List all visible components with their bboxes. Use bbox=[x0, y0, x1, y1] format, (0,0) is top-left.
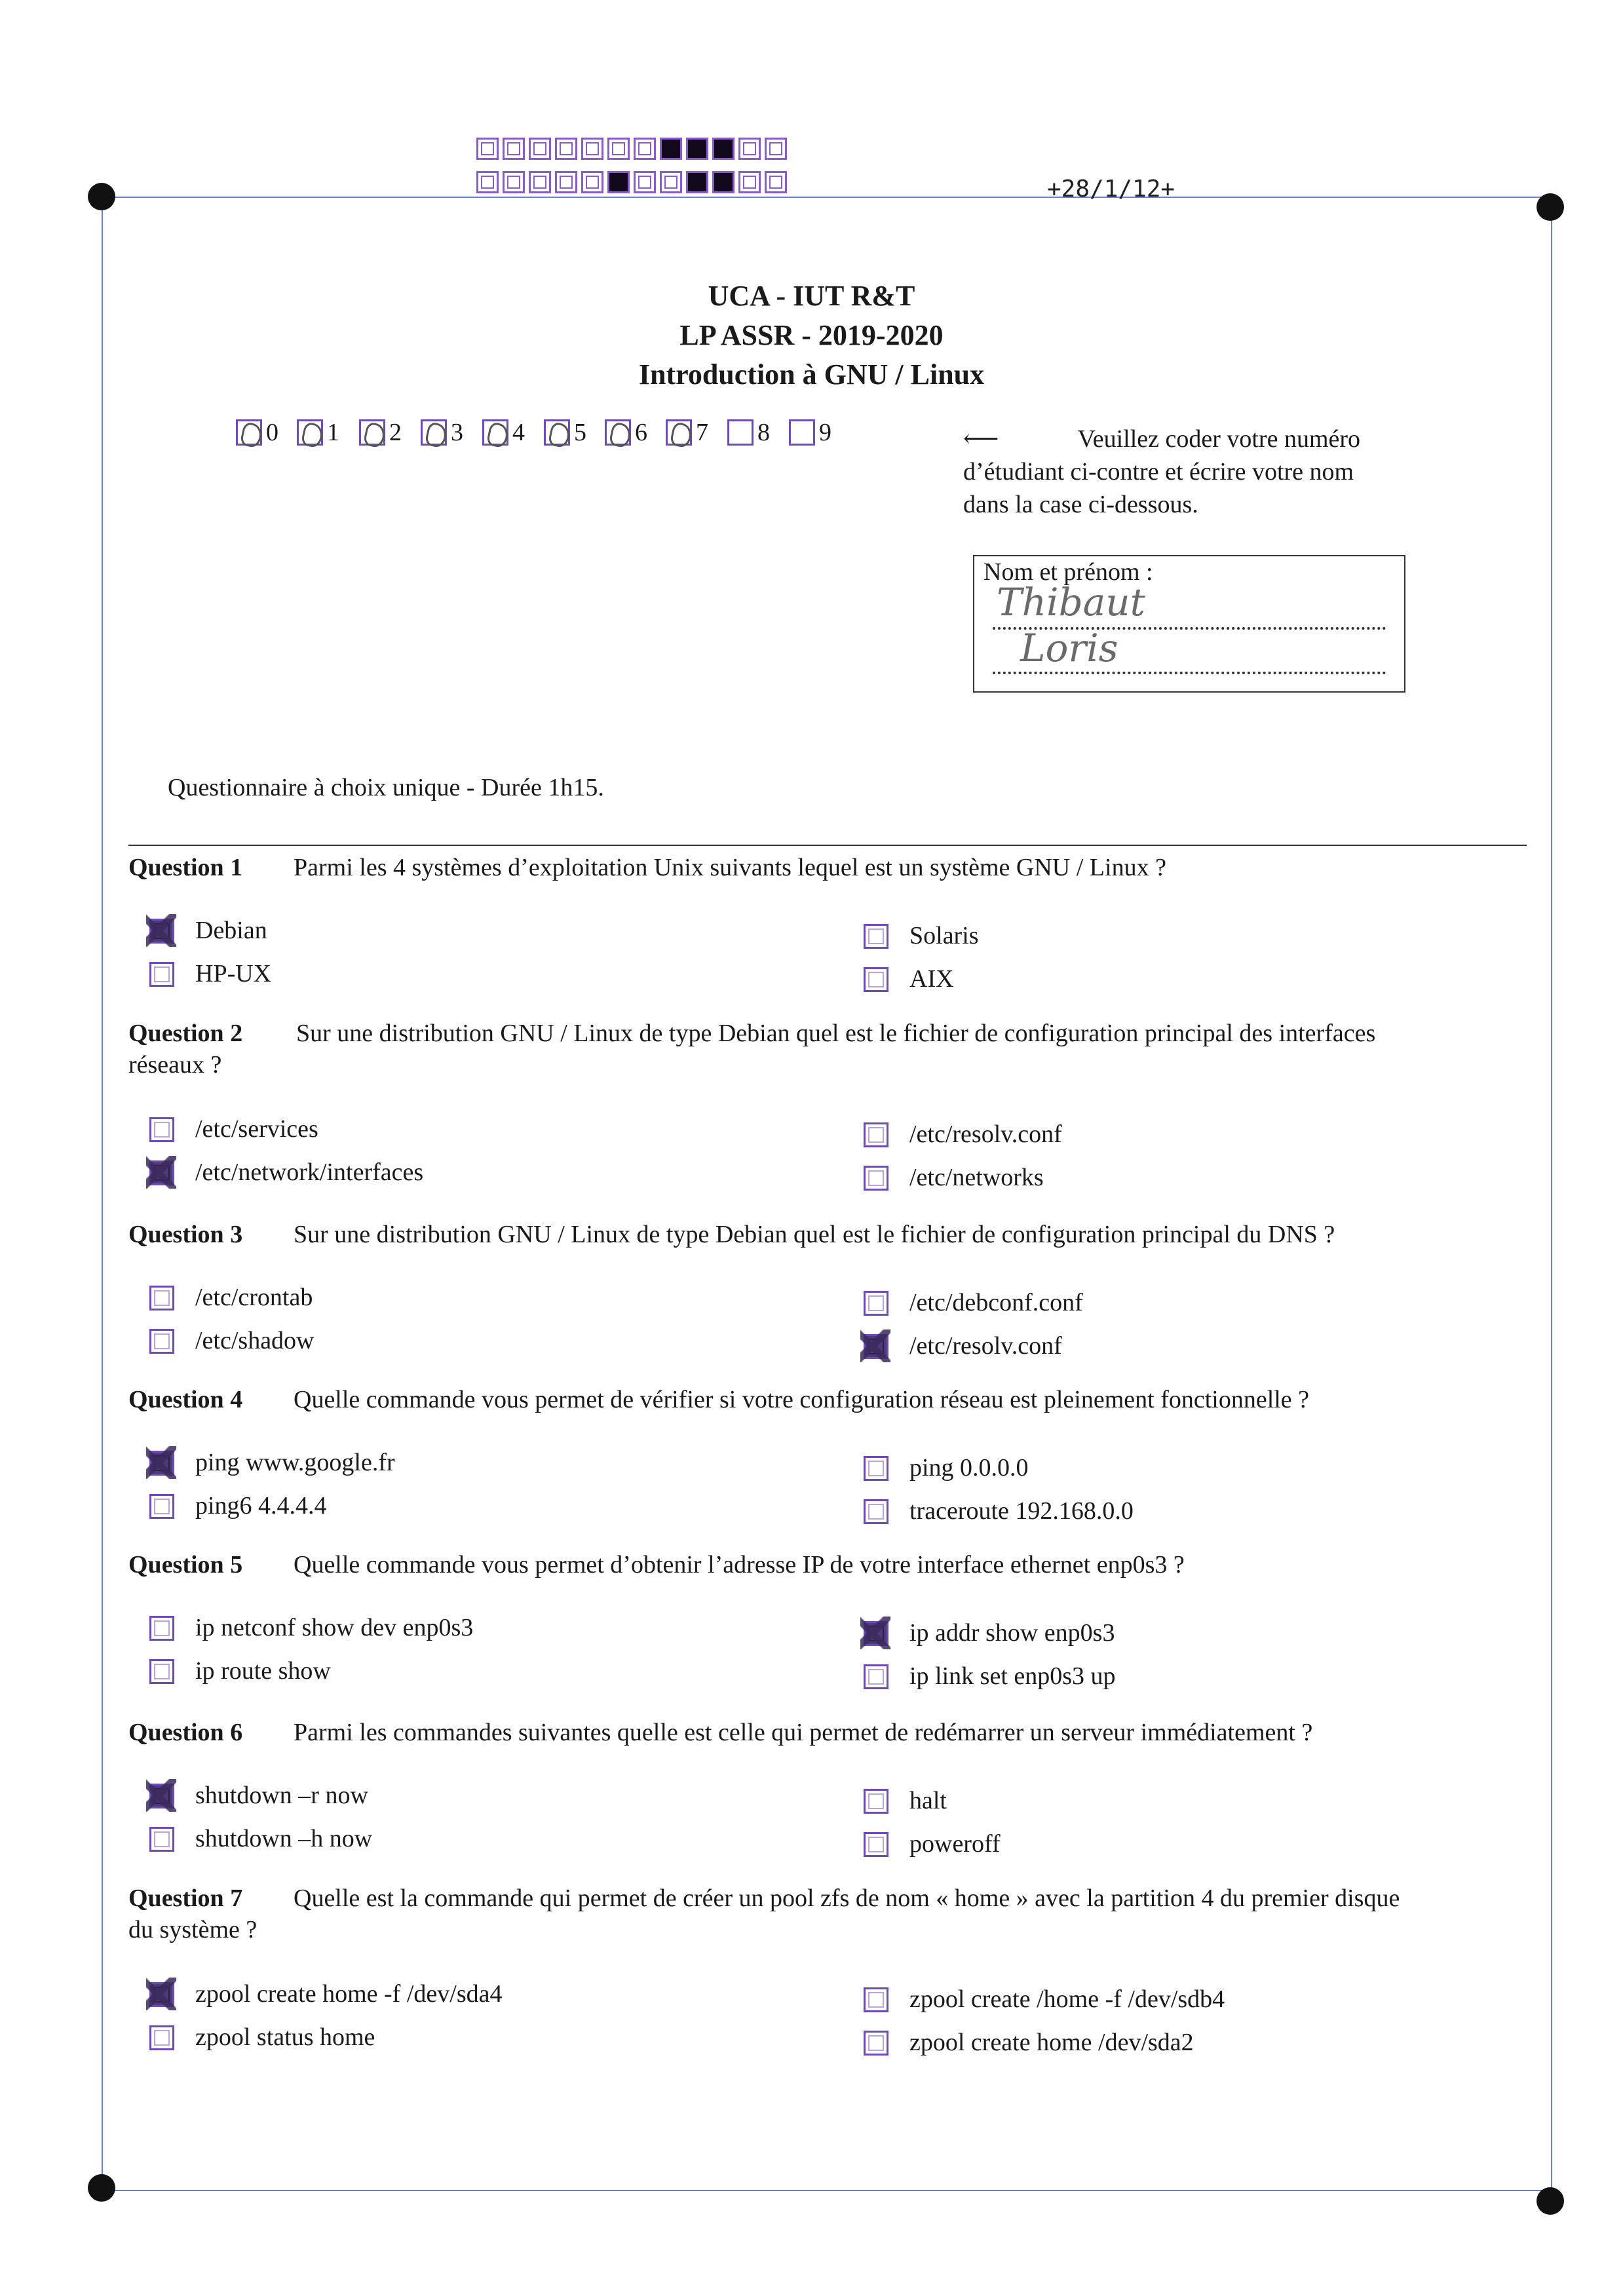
code-strip-box bbox=[765, 138, 787, 160]
answer-option-label: /etc/resolv.conf bbox=[909, 1120, 1062, 1148]
registration-mark-top-left bbox=[88, 183, 115, 210]
answer-checkbox[interactable] bbox=[149, 919, 174, 944]
code-strip-box bbox=[607, 171, 630, 193]
answer-option-label: /etc/resolv.conf bbox=[909, 1332, 1062, 1360]
answer-option-label: traceroute 192.168.0.0 bbox=[909, 1497, 1134, 1525]
answer-option-label: ping www.google.fr bbox=[195, 1449, 395, 1476]
name-dotted-line-2 bbox=[993, 672, 1386, 674]
answer-checkbox[interactable] bbox=[149, 1827, 174, 1852]
code-strip-box bbox=[738, 171, 761, 193]
answer-checkbox[interactable] bbox=[149, 1784, 174, 1808]
answer-option-label: ping6 4.4.4.4 bbox=[195, 1492, 327, 1520]
answer-option-label: shutdown –h now bbox=[195, 1825, 373, 1852]
student-number-digit-box[interactable] bbox=[666, 419, 692, 446]
question-label: Question 3 bbox=[128, 1221, 243, 1248]
answer-option-label: zpool status home bbox=[195, 2023, 375, 2051]
header-institution: UCA - IUT R&T bbox=[708, 280, 915, 312]
answer-checkbox[interactable] bbox=[149, 1451, 174, 1476]
question-text: Quelle commande vous permet d’obtenir l’adresse IP de votre interface ethernet enp0s3 ? bbox=[294, 1551, 1185, 1578]
answer-checkbox[interactable] bbox=[864, 1621, 888, 1646]
student-number-digit-label: 3 bbox=[451, 419, 463, 446]
answer-checkbox[interactable] bbox=[149, 1616, 174, 1641]
answer-checkbox[interactable] bbox=[149, 962, 174, 987]
question-label: Question 5 bbox=[128, 1551, 243, 1578]
answer-checkbox[interactable] bbox=[149, 1494, 174, 1519]
code-strip-box bbox=[634, 171, 656, 193]
answer-option-label: /etc/crontab bbox=[195, 1284, 313, 1311]
code-strip-box bbox=[738, 138, 761, 160]
code-strip-box bbox=[660, 171, 682, 193]
answer-option-label: shutdown –r now bbox=[195, 1782, 368, 1809]
code-strip-box bbox=[503, 171, 525, 193]
question-text: Sur une distribution GNU / Linux de type Debian quel est le fichier de configuration principal du DNS ? bbox=[294, 1221, 1335, 1248]
name-box-label: Nom et prénom : bbox=[983, 558, 1153, 586]
answer-option-label: ping 0.0.0.0 bbox=[909, 1454, 1029, 1482]
answer-checkbox[interactable] bbox=[864, 1664, 888, 1689]
student-number-digit-box[interactable] bbox=[359, 419, 385, 446]
question-label: Question 6 bbox=[128, 1719, 243, 1746]
student-number-digit-box[interactable] bbox=[421, 419, 447, 446]
code-strip-box bbox=[503, 138, 525, 160]
student-number-digit-label: 4 bbox=[512, 419, 525, 446]
question-text: Parmi les commandes suivantes quelle est celle qui permet de redémarrer un serveur immédiatement ? bbox=[294, 1719, 1313, 1746]
question-text: Quelle commande vous permet de vérifier si votre configuration réseau est pleinement fonctionnelle ? bbox=[294, 1386, 1310, 1413]
registration-mark-bottom-left bbox=[88, 2174, 115, 2202]
registration-mark-bottom-right bbox=[1537, 2187, 1564, 2215]
student-number-digit-box[interactable] bbox=[727, 419, 754, 446]
answer-checkbox[interactable] bbox=[864, 1832, 888, 1857]
answer-option-label: /etc/shadow bbox=[195, 1327, 315, 1354]
answer-checkbox[interactable] bbox=[149, 1659, 174, 1684]
answer-checkbox[interactable] bbox=[149, 1329, 174, 1354]
code-strip-box bbox=[712, 138, 735, 160]
answer-option-label: ip addr show enp0s3 bbox=[909, 1619, 1115, 1647]
instruction-line-3: dans la case ci-dessous. bbox=[963, 491, 1198, 518]
question-label: Question 7 bbox=[128, 1885, 243, 1912]
handwritten-firstname: Loris bbox=[1020, 626, 1118, 670]
answer-checkbox[interactable] bbox=[864, 1456, 888, 1481]
answer-option-label: zpool create home -f /dev/sda4 bbox=[195, 1980, 503, 2008]
registration-mark-top-right bbox=[1537, 193, 1564, 221]
question-text-continued: du système ? bbox=[128, 1916, 258, 1943]
question-label: Question 2 bbox=[128, 1020, 243, 1047]
code-strip-box bbox=[476, 138, 499, 160]
code-strip-box bbox=[607, 138, 630, 160]
code-strip-box bbox=[765, 171, 787, 193]
arrow-left-icon: ⟵ bbox=[963, 425, 999, 453]
code-strip-box bbox=[529, 171, 551, 193]
header-course-title: Introduction à GNU / Linux bbox=[638, 358, 985, 391]
student-number-digit-label: 5 bbox=[574, 419, 586, 446]
code-strip-box bbox=[634, 138, 656, 160]
answer-checkbox[interactable] bbox=[864, 1499, 888, 1524]
answer-option-label: zpool create /home -f /dev/sdb4 bbox=[909, 1985, 1225, 2013]
answer-checkbox[interactable] bbox=[149, 1982, 174, 2007]
code-strip-box bbox=[712, 171, 735, 193]
code-strip-box bbox=[660, 138, 682, 160]
student-number-digit-box[interactable] bbox=[544, 419, 570, 446]
page-id: +28/1/12+ bbox=[1047, 176, 1175, 202]
answer-checkbox[interactable] bbox=[864, 1987, 888, 2012]
answer-option-label: poweroff bbox=[909, 1830, 1001, 1858]
code-strip-box bbox=[476, 171, 499, 193]
question-text-continued: réseaux ? bbox=[128, 1051, 222, 1079]
student-number-digit-box[interactable] bbox=[605, 419, 631, 446]
student-number-digit-label: 2 bbox=[389, 419, 402, 446]
answer-option-label: /etc/debconf.conf bbox=[909, 1289, 1083, 1316]
answer-option-label: Debian bbox=[195, 917, 267, 944]
answer-checkbox[interactable] bbox=[149, 2025, 174, 2050]
student-number-digit-label: 9 bbox=[819, 419, 831, 446]
question-text: Quelle est la commande qui permet de créer un pool zfs de nom « home » avec la partition 4 du premier disque bbox=[294, 1885, 1400, 1912]
student-number-digit-label: 6 bbox=[635, 419, 647, 446]
answer-option-label: HP-UX bbox=[195, 960, 272, 987]
question-text: Parmi les 4 systèmes d’exploitation Unix suivants lequel est un système GNU / Linux ? bbox=[294, 854, 1166, 881]
separator-line bbox=[128, 845, 1527, 846]
exam-subtitle: Questionnaire à choix unique - Durée 1h15. bbox=[168, 774, 604, 801]
answer-option-label: halt bbox=[909, 1787, 947, 1814]
student-number-digit-label: 8 bbox=[757, 419, 770, 446]
handwritten-surname: Thibaut bbox=[997, 580, 1145, 624]
answer-checkbox[interactable] bbox=[864, 1291, 888, 1316]
answer-option-label: ip link set enp0s3 up bbox=[909, 1662, 1116, 1690]
student-number-digit-label: 0 bbox=[266, 419, 278, 446]
answer-option-label: ip netconf show dev enp0s3 bbox=[195, 1614, 474, 1641]
question-label: Question 4 bbox=[128, 1386, 243, 1413]
code-strip-box bbox=[686, 171, 708, 193]
instruction-line-2: d’étudiant ci-contre et écrire votre nom bbox=[963, 458, 1354, 486]
answer-checkbox[interactable] bbox=[864, 1122, 888, 1147]
name-box[interactable] bbox=[973, 555, 1405, 693]
student-number-digit-label: 1 bbox=[327, 419, 339, 446]
answer-option-label: /etc/network/interfaces bbox=[195, 1158, 424, 1186]
answer-option-label: zpool create home /dev/sda2 bbox=[909, 2029, 1194, 2056]
code-strip-box bbox=[555, 171, 577, 193]
answer-option-label: Solaris bbox=[909, 922, 979, 949]
answer-option-label: /etc/networks bbox=[909, 1164, 1044, 1191]
student-number-digit-label: 7 bbox=[696, 419, 708, 446]
instruction-line-1: Veuillez coder votre numéro bbox=[1077, 425, 1361, 453]
student-number-digit-box[interactable] bbox=[482, 419, 508, 446]
answer-checkbox[interactable] bbox=[864, 967, 888, 992]
student-number-digit-box[interactable] bbox=[236, 419, 262, 446]
answer-checkbox[interactable] bbox=[864, 1789, 888, 1814]
student-number-digit-box[interactable] bbox=[789, 419, 815, 446]
answer-checkbox[interactable] bbox=[864, 1334, 888, 1359]
answer-checkbox[interactable] bbox=[149, 1286, 174, 1311]
question-text: Sur une distribution GNU / Linux de type Debian quel est le fichier de configuration principal des interfaces bbox=[296, 1020, 1376, 1047]
answer-checkbox[interactable] bbox=[149, 1117, 174, 1142]
answer-checkbox[interactable] bbox=[149, 1160, 174, 1185]
answer-checkbox[interactable] bbox=[864, 2031, 888, 2056]
answer-checkbox[interactable] bbox=[864, 1166, 888, 1191]
code-strip-box bbox=[529, 138, 551, 160]
student-number-digit-box[interactable] bbox=[297, 419, 323, 446]
code-strip-box bbox=[555, 138, 577, 160]
header-course-year: LP ASSR - 2019-2020 bbox=[679, 319, 944, 351]
question-label: Question 1 bbox=[128, 854, 243, 881]
instruction-text bbox=[963, 423, 1422, 521]
answer-option-label: /etc/services bbox=[195, 1115, 318, 1143]
answer-checkbox[interactable] bbox=[864, 924, 888, 949]
answer-option-label: ip route show bbox=[195, 1657, 331, 1685]
code-strip-box bbox=[686, 138, 708, 160]
code-strip-box bbox=[581, 138, 603, 160]
answer-option-label: AIX bbox=[909, 965, 954, 993]
code-strip-box bbox=[581, 171, 603, 193]
